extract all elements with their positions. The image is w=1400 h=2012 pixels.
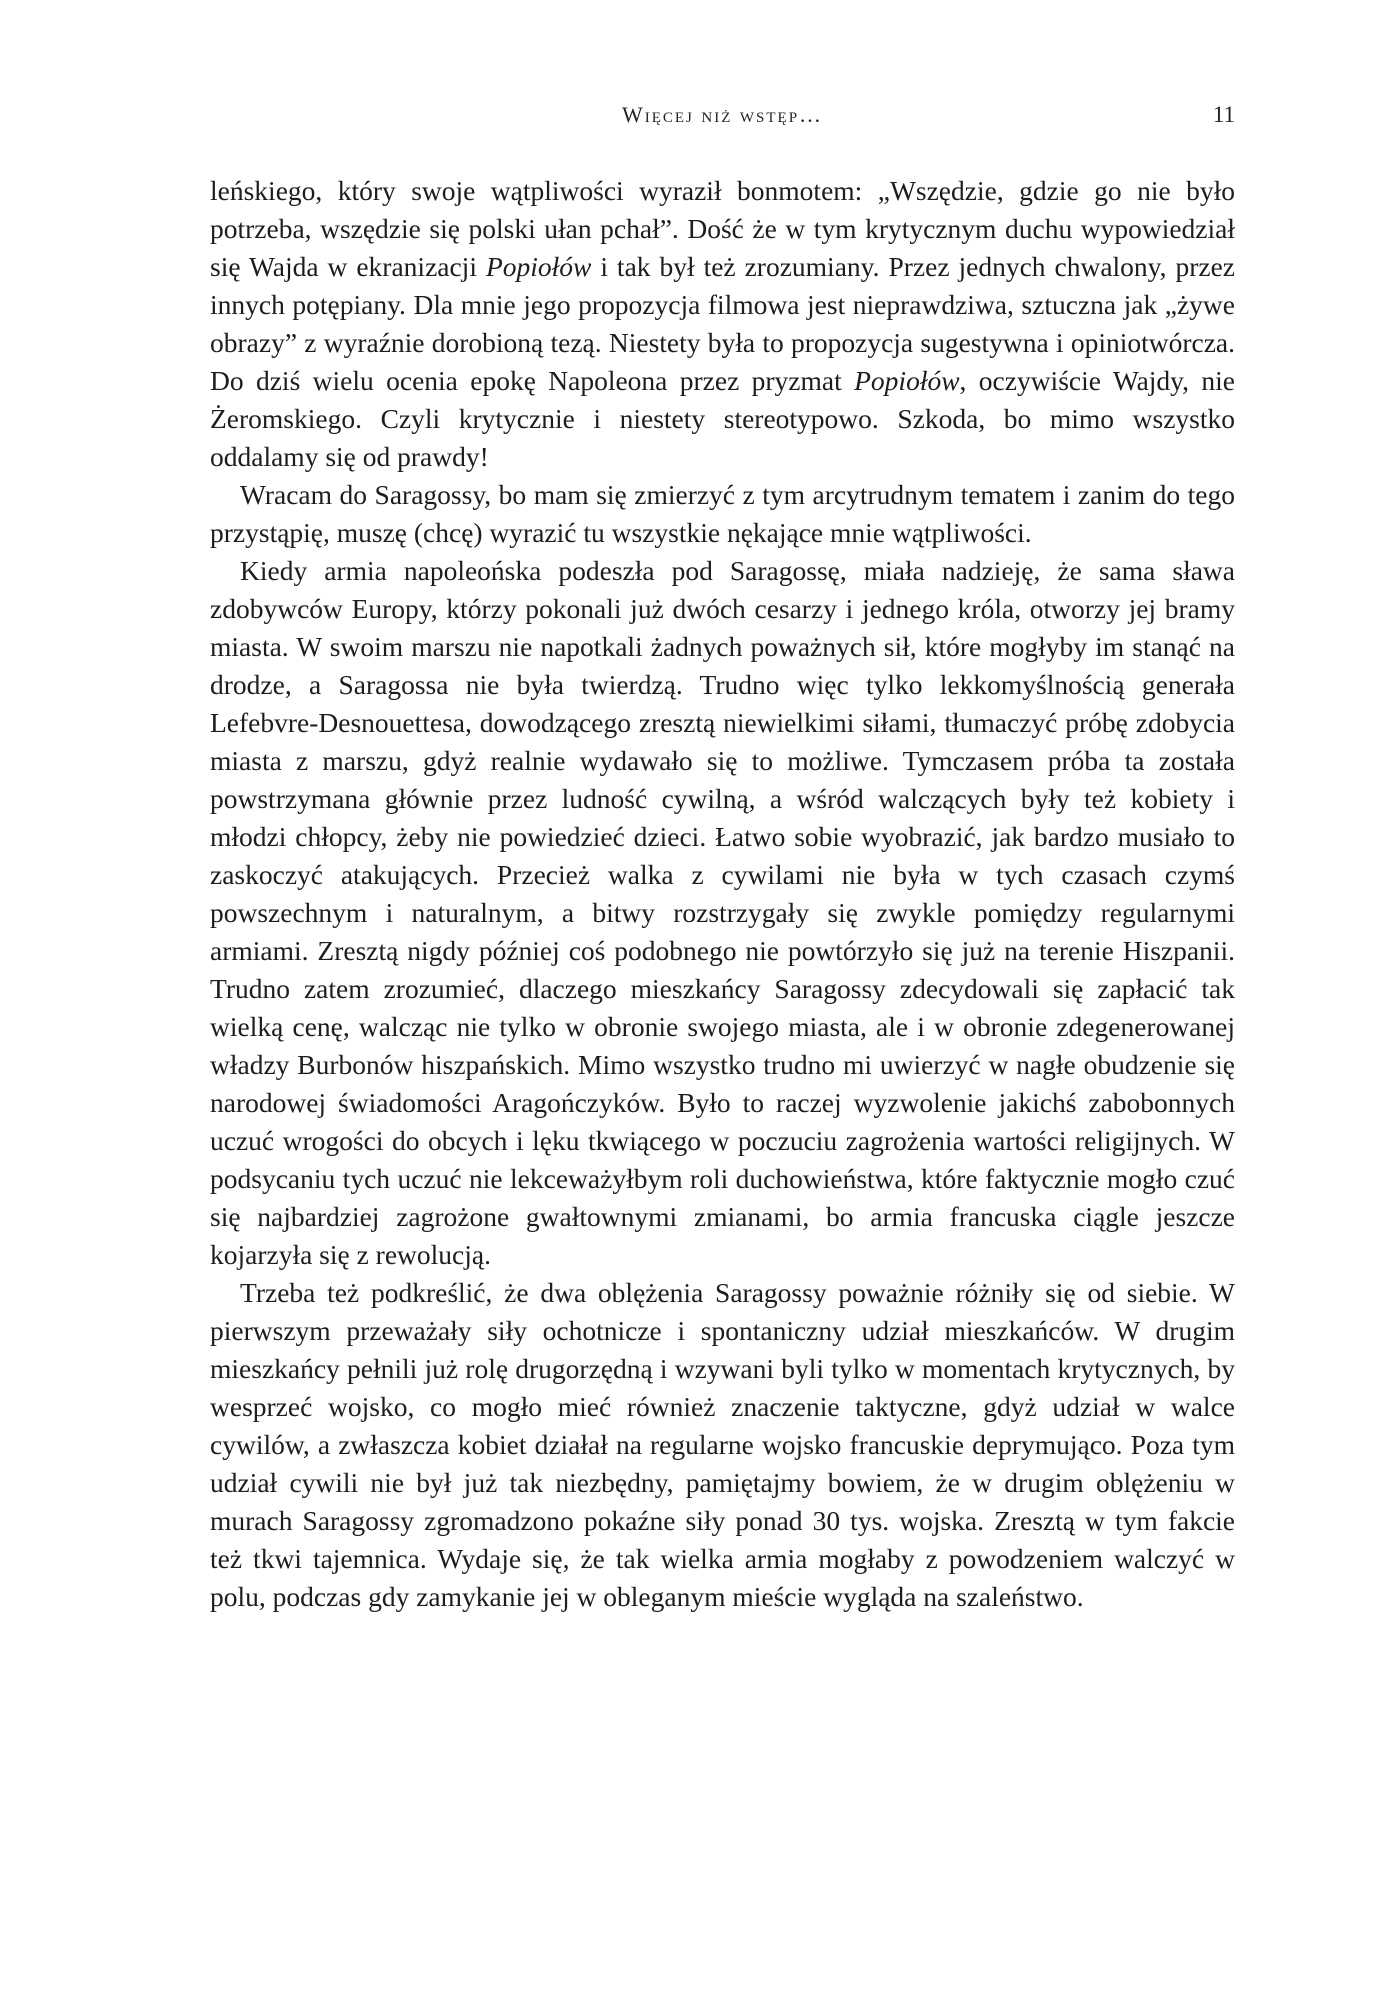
running-title: Więcej niż wstęp…: [621, 102, 824, 127]
paragraph-1: [210, 172, 1235, 476]
book-title-popiolow-2: Popiołów: [854, 365, 960, 396]
body-text: [210, 172, 1235, 1616]
book-title-popiolow: Popiołów: [485, 251, 592, 282]
paragraph-1-text-a: leńskiego, który swoje wątpliwości wyraził bonmotem: „Wszędzie, gdzie go nie było potrzeba, wszędzie się polski ułan pchał”. Dość że w tym krytycznym duchu wypowiedział się Wajda w ekranizacji: [210, 175, 1235, 282]
running-header: [210, 102, 1235, 138]
paragraph-1-text-c: i tak był też zrozumiany. Przez jednych chwalony, przez innych potępiany. Dla mnie jego propozycja filmowa jest nieprawdziwa, sztuczna jak „żywe obrazy” z wyraźnie dorobioną tezą. Niestety była to propozycja sugestywna i opiniotwórcza. Do dziś wielu ocenia epokę Napoleona przez pryzmat: [210, 251, 1235, 396]
page-number: 11: [1212, 102, 1235, 127]
paragraph-1-text-e: , oczywiście Wajdy, nie Żeromskiego. Czyli krytycznie i niestety stereotypowo. Szkoda, bo mimo wszystko oddalamy się od prawdy!: [210, 365, 1235, 472]
paragraph-2: Wracam do Saragossy, bo mam się zmierzyć z tym arcytrudnym tematem i zanim do tego przystąpię, muszę (chcę) wyrazić tu wszystkie nękające mnie wątpliwości.: [210, 479, 1235, 548]
paragraph-4: Trzeba też podkreślić, że dwa oblężenia Saragossy poważnie różniły się od siebie. W pierwszym przeważały siły ochotnicze i spontaniczny udział mieszkańców. W drugim mieszkańcy pełnili już rolę drugorzędną i wzywani byli tylko w momentach krytycznych, by wesprzeć wojsko, co mogło mieć również znaczenie taktyczne, gdyż udział w walce cywilów, a zwłaszcza kobiet działał na regularne wojsko francuskie deprymująco. Poza tym udział cywili nie był już tak niezbędny, pamiętajmy bowiem, że w drugim oblężeniu w murach Saragossy zgromadzono pokaźne siły ponad 30 tys. wojska. Zresztą w tym fakcie też tkwi tajemnica. Wydaje się, że tak wielka armia mogłaby z powodzeniem walczyć w polu, podczas gdy zamykanie jej w obleganym mieście wygląda na szaleństwo.: [210, 1277, 1235, 1612]
paragraph-3: Kiedy armia napoleońska podeszła pod Saragossę, miała nadzieję, że sama sława zdobywców Europy, którzy pokonali już dwóch cesarzy i jednego króla, otworzy jej bramy miasta. W swoim marszu nie napotkali żadnych poważnych sił, które mogłyby im stanąć na drodze, a Saragossa nie była twierdzą. Trudno więc tylko lekkomyślnością generała Lefebvre-Desnouettesa, dowodzącego zresztą niewielkimi siłami, tłumaczyć próbę zdobycia miasta z marszu, gdyż realnie wydawało się to możliwe. Tymczasem próba ta została powstrzymana głównie przez ludność cywilną, a wśród walczących były też kobiety i młodzi chłopcy, żeby nie powiedzieć dzieci. Łatwo sobie wyobrazić, jak bardzo musiało to zaskoczyć atakujących. Przecież walka z cywilami nie była w tych czasach czymś powszechnym i naturalnym, a bitwy rozstrzygały się zwykle pomiędzy regularnymi armiami. Zresztą nigdy później coś podobnego nie powtórzyło się już na terenie Hiszpanii. Trudno zatem zrozumieć, dlaczego mieszkańcy Saragossy zdecydowali się zapłacić tak wielką cenę, walcząc nie tylko w obronie swojego miasta, ale i w obronie zdegenerowanej władzy Burbonów hiszpańskich. Mimo wszystko trudno mi uwierzyć w nagłe obudzenie się narodowej świadomości Aragończyków. Było to raczej wyzwolenie jakichś zabobonnych uczuć wrogości do obcych i lęku tkwiącego w poczuciu zagrożenia wartości religijnych. W podsycaniu tych uczuć nie lekceważyłbym roli duchowieństwa, które faktycznie mogło czuć się najbardziej zagrożone gwałtownymi zmianami, bo armia francuska ciągle jeszcze kojarzyła się z rewolucją.: [210, 555, 1235, 1270]
